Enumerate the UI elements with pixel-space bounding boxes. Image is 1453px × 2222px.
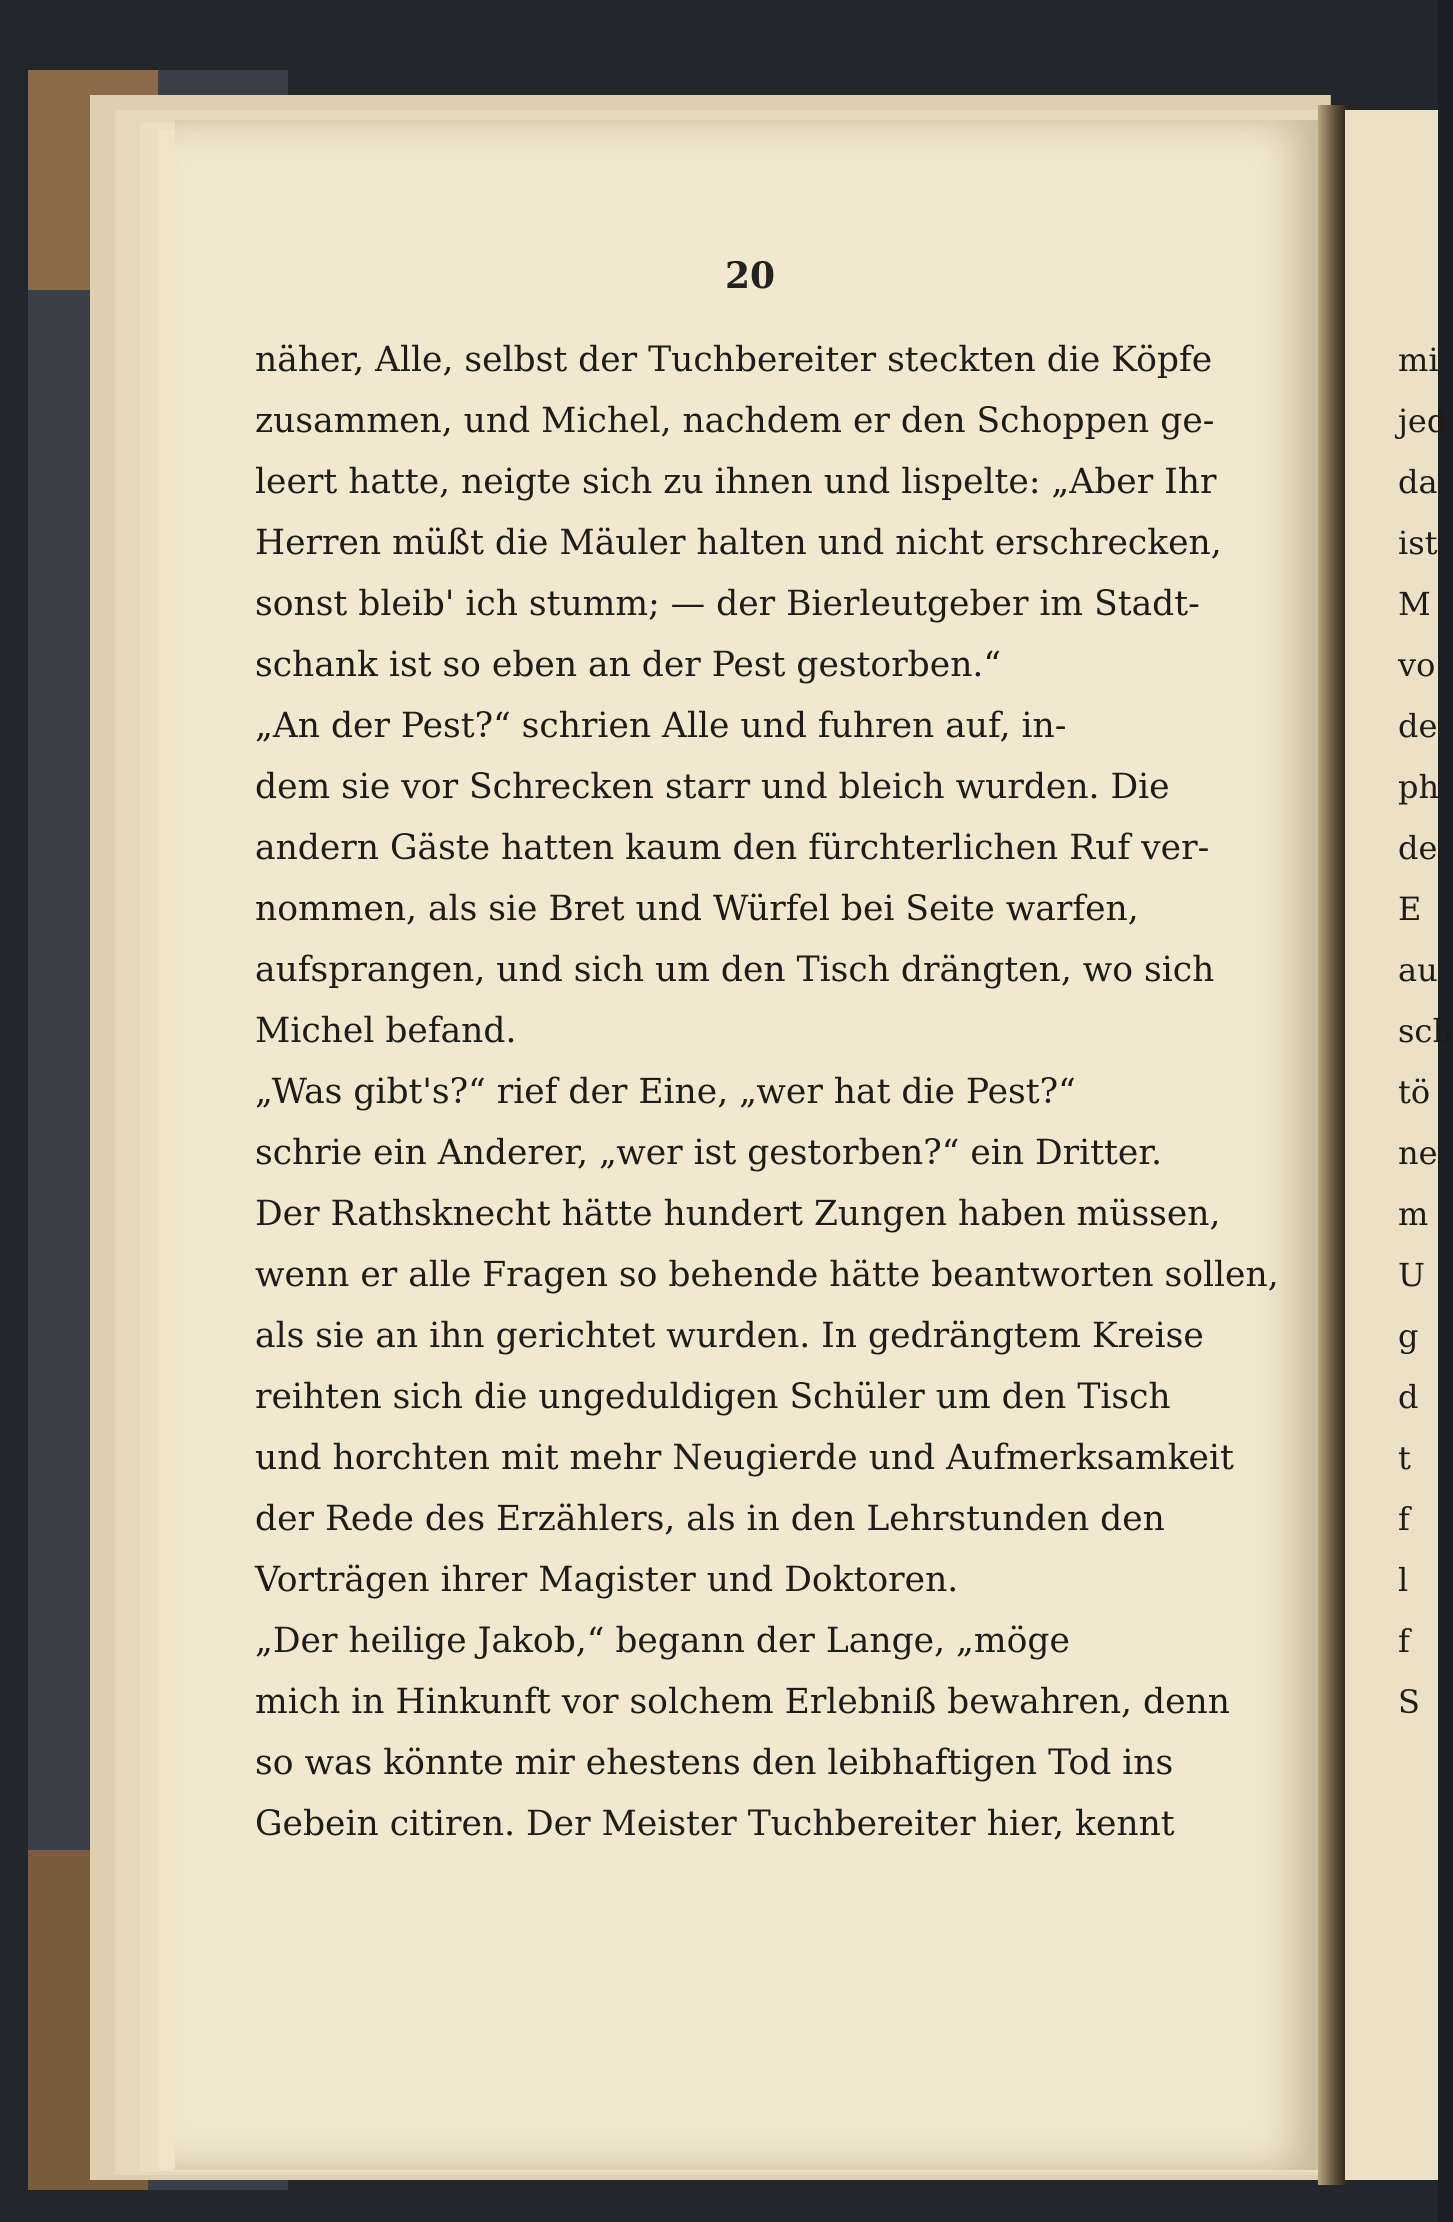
page-number: 20 — [724, 255, 776, 297]
text-fragment: l — [1398, 1561, 1409, 1599]
text-fragment: de — [1398, 829, 1438, 867]
text-fragment: tö — [1398, 1073, 1431, 1111]
text-fragment: U — [1398, 1256, 1425, 1294]
text-fragment: ne — [1398, 1134, 1438, 1172]
text-fragment: f — [1398, 1622, 1410, 1660]
text-fragment: M — [1398, 585, 1431, 623]
text-fragment: m — [1398, 1195, 1429, 1233]
text-line: Herren müßt die Mäuler halten und nicht erschrecken, — [255, 523, 1222, 563]
text-line: reihten sich die ungeduldigen Schüler um den Tisch — [255, 1377, 1171, 1417]
text-fragment: S — [1398, 1683, 1420, 1721]
text-line: nommen, als sie Bret und Würfel bei Seite warfen, — [255, 889, 1139, 929]
text-fragment: au — [1398, 951, 1438, 989]
text-line: als sie an ihn gerichtet wurden. In gedrängtem Kreise — [255, 1316, 1204, 1356]
text-line: leert hatte, neigte sich zu ihnen und lispelte: „Aber Ihr — [255, 462, 1217, 502]
text-fragment: t — [1398, 1439, 1411, 1477]
text-fragment: g — [1398, 1317, 1419, 1355]
text-fragment: sch — [1398, 1012, 1453, 1050]
text-line: mich in Hinkunft vor solchem Erlebniß bewahren, denn — [255, 1682, 1230, 1722]
next-page-text-fragments — [1398, 330, 1453, 1733]
text-line: „Der heilige Jakob,“ begann der Lange, „möge — [255, 1621, 1070, 1661]
text-fragment: jed — [1398, 402, 1448, 440]
text-line: Gebein citiren. Der Meister Tuchbereiter hier, kennt — [255, 1804, 1175, 1844]
text-line: so was könnte mir ehestens den leibhaftigen Tod ins — [255, 1743, 1174, 1783]
text-line: Vorträgen ihrer Magister und Doktoren. — [255, 1560, 959, 1600]
text-line: zusammen, und Michel, nachdem er den Schoppen ge- — [255, 401, 1215, 441]
text-fragment: ph — [1398, 768, 1440, 806]
text-line: Michel befand. — [255, 1011, 517, 1051]
text-line: wenn er alle Fragen so behende hätte beantworten sollen, — [255, 1255, 1279, 1295]
text-fragment: f — [1398, 1500, 1410, 1538]
page-text — [255, 330, 1295, 1855]
text-fragment: d — [1398, 1378, 1419, 1416]
text-line: schank ist so eben an der Pest gestorben.“ — [255, 645, 1002, 685]
text-line: Der Rathsknecht hätte hundert Zungen haben müssen, — [255, 1194, 1221, 1234]
text-fragment: da — [1398, 463, 1438, 501]
text-line: andern Gäste hatten kaum den fürchterlichen Ruf ver- — [255, 828, 1210, 868]
text-fragment: de — [1398, 707, 1438, 745]
text-line: „Was gibt's?“ rief der Eine, „wer hat die Pest?“ — [255, 1072, 1076, 1112]
text-line: sonst bleib' ich stumm; — der Bierleutgeber im Stadt- — [255, 584, 1200, 624]
text-fragment: ist — [1398, 524, 1438, 562]
book-gutter — [1318, 105, 1348, 2185]
text-fragment: E — [1398, 890, 1422, 928]
text-fragment: mi — [1398, 341, 1439, 379]
text-line: und horchten mit mehr Neugierde und Aufmerksamkeit — [255, 1438, 1234, 1478]
text-line: schrie ein Anderer, „wer ist gestorben?“ ein Dritter. — [255, 1133, 1163, 1173]
text-line: aufsprangen, und sich um den Tisch drängten, wo sich — [255, 950, 1215, 990]
text-line: „An der Pest?“ schrien Alle und fuhren auf, in- — [255, 706, 1067, 746]
text-line: der Rede des Erzählers, als in den Lehrstunden den — [255, 1499, 1165, 1539]
text-line: dem sie vor Schrecken starr und bleich wurden. Die — [255, 767, 1170, 807]
text-fragment: vo — [1398, 646, 1436, 684]
text-line: näher, Alle, selbst der Tuchbereiter steckten die Köpfe — [255, 340, 1213, 380]
